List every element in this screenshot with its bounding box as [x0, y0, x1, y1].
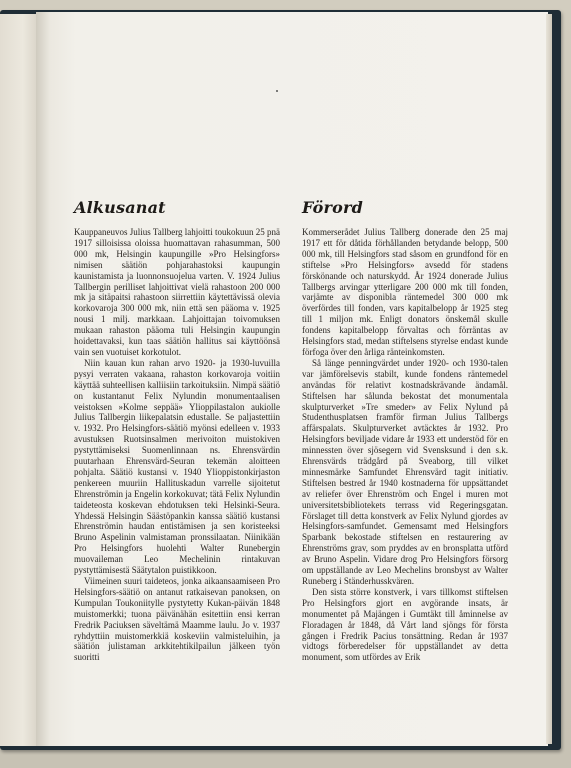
finnish-heading: Alkusanat [74, 198, 166, 217]
finnish-column [74, 198, 280, 663]
swedish-paragraph: Så länge penningvärdet under 1920- och 1930-talen var jämförelsevis stabilt, kunde fondens räntemedel användas för relativt kostnadskrävande ändamål. Stiftelsen har sålunda bekostat det monumentala skulpturverket »Tre smeder» av Felix Nylund på Studenthusplatsen framför firman Julius Tallbergs affärspalats. Skulpturverket avtäcktes år 1932. Pro Helsingfors beviljade vidare år 1933 ett understöd för en minnessten över sjösegern vid Svensksund i den s.k. Ehrensvärds trädgård på Sveaborg, till vilket minnesmärke Samfundet Ehrensvärd tagit initiativ. Stiftelsen bestred år 1940 kostnaderna för uppsättandet av reliefer över Ehrenström och Engel i muren mot universitetsbibliotekets terrass vid Regeringsgatan. Förslaget till detta konstverk av Felix Nylund gjordes av Helsingfors-samfundet. Gemensamt med Helsingfors Sparbank bekostade stiftelsen en restaurering av Ehrenströms grav, som pryddes av en bronsplatta utförd av Bruno Aspelin. Vidare drog Pro Helsingfors försorg om uppställande av Leo Mechelins bronsbyst av Walter Runeberg i Ständerhusskvären. [302, 357, 508, 586]
swedish-paragraph: Kommerserådet Julius Tallberg donerade den 25 maj 1917 ett för dåtida förhållanden betydande belopp, 500 000 mk, till Helsingfors stad såsom en grundfond för en stiftelse »Pro Helsingfors» avsedd för stadens förskönande och naturskydd. År 1924 donerade Julius Tallbergs arvingar ytterligare 200 000 mk till fonden, varjämte av disponibla räntemedel 300 000 mk överfördes till fonden, vars kapitalbelopp år 1925 steg till 1 miljon mk. Enligt donators önskemål skulle fondens kapitalbelopp förvaltas och förräntas av Helsingfors stad, medan stiftelsens styrelse endast kunde förfoga över den årliga ränteinkomsten. [302, 227, 508, 357]
left-page-edge [0, 14, 38, 746]
swedish-body [302, 227, 508, 663]
finnish-paragraph: Niin kauan kun rahan arvo 1920- ja 1930-luvuilla pysyi verraten vakaana, rahaston korkovaroja voitiin käyttää suhteellisen kalliisiin tarkoituksiin. Nimpä säätiö on kustantanut Felix Nylundin monumentaalisen veistoksen »Kolme seppää» Ylioppilastalon aukiolle Julius Tallbergin liikepalatsin edustalle. Se paljastettiin v. 1932. Pro Helsingfors-säätiö myönsi edelleen v. 1933 avustuksen Ruotsinsalmen merivoiton muistokiven pystyttämiseksi Suomenlinnaan ns. Ehrensvärdin puutarhaan Ehrensvärd-Seuran tekemän aloitteen pohjalta. Säätiö kustansi v. 1940 Ylioppistonkirjaston penkereen muuriin Hallituskadun varrelle sijoitetut Ehrenströmin ja Engelin korkokuvat; tätä Felix Nylundin taideteosta koskevan ehdotuksen teki Helsinki-Seura. Yhdessä Helsingin Säästöpankin kanssa säätiö kustansi Ehrenströmin haudan entistämisen ja sen koristeeksi Bruno Aspelinin valmistaman pronssilaatan. Niinikään Pro Helsingfors huolehti Walter Runebergin muovaileman Leo Mechelinin rintakuvan pystyttämisestä Säätytalon puistikkoon. [74, 357, 280, 576]
swedish-heading: Förord [302, 198, 364, 217]
finnish-paragraph: Viimeinen suuri taideteos, jonka aikaansaamiseen Pro Helsingfors-säätiö on antanut ratkaisevan panoksen, on Kumpulan Toukoniityllе pystytetty Kukan-päivän 1848 muistomerkki; tuona päivänähän esitettiin ensi kerran Fredrik Paciuksen säveltämä Maamme laulu. Jo v. 1937 ryhdyttiin muistomerkkiä koskeviin valmisteluihin, ja säätiön julistaman arkkitehtikilpailun jälkeen työn suoritti [74, 576, 280, 663]
swedish-paragraph: Den sista större konstverk, i vars tillkomst stiftelsen Pro Helsingfors gjort en avgörande insats, är monumentet på Majängen i Gumtäkt till åminnelse av Floradagen år 1848, då Vårt land sjöngs för första gången i Fredrik Pacius tonsättning. Redan år 1937 vidtogs förberedelser för uppställandet av detta monument, som utfördes av Erik [302, 586, 508, 663]
finnish-paragraph: Kauppaneuvos Julius Tallberg lahjoitti toukokuun 25 pnä 1917 silloisissa oloissa huomattavan rahasumman, 500 000 mk, Helsingin kaupungille »Pro Helsingfors» nimisen säätiön pohjarahastoksi kaupungin kaunistamista ja luonnonsuojelua varten. V. 1924 Julius Tallbergin perilliset lahjoittivat vielä rahastoon 200 000 mk ja sitäpaitsi rahastoon siirrettiin käytettävissä olevia korkovaroja 300 000 mk, niin että sen pääoma v. 1925 nousi 1 milj. markkaan. Lahjoittajan toivomuksen mukaan rahaston pääoma tuli Helsingin kaupungin hoidettavaksi, kun taas säätiön hallitus sai käyttöönsä vain sen vuotuiset korkotulot. [74, 227, 281, 357]
finnish-body [74, 227, 280, 663]
swedish-column [302, 198, 508, 663]
page-mark [276, 90, 278, 92]
page-stack-edge [546, 14, 552, 744]
